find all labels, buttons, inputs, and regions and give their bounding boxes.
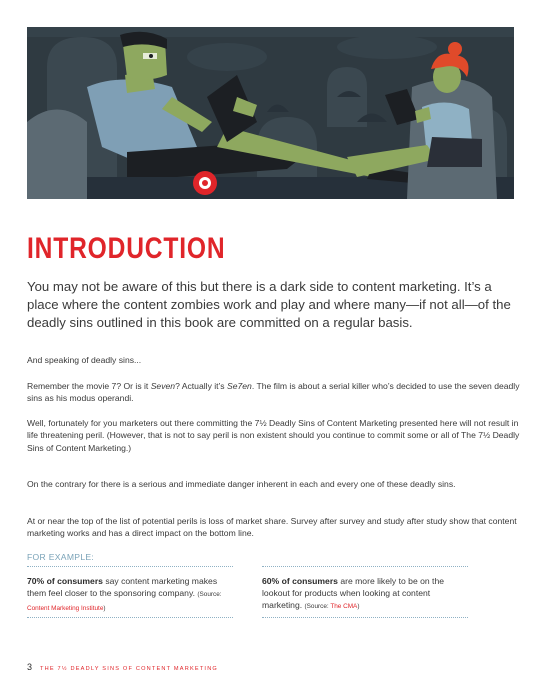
body-paragraph-5: At or near the top of the list of potential perils is loss of market share. Survey after survey and study after study show that content marketing works and has a direct impact on the bottom line. — [27, 516, 517, 539]
stat-1-source-link[interactable]: Content Marketing Institute — [27, 605, 104, 613]
body-paragraph-4: On the contrary for there is a serious and immediate danger inherent in each and every one of these deadly sins. — [27, 479, 456, 489]
divider-right-top — [262, 566, 468, 567]
page-footer — [27, 662, 218, 672]
para2-text-a: Remember the movie 7? Or is it — [27, 381, 151, 391]
para2-text-b: ? Actually it’s — [175, 381, 227, 391]
stat-2-source-suffix: ) — [357, 603, 360, 611]
divider-right-bottom — [262, 617, 468, 618]
intro-lead-paragraph: You may not be aware of this but there is a dark side to content marketing. It’s a place where the content zombies work and play and where many—if not all—of the deadly sins outlined in this book are committed on a regular basis. — [27, 279, 511, 330]
stat-2-highlight: 60% of consumers — [262, 576, 338, 586]
divider-left-bottom — [27, 617, 233, 618]
zombies-illustration — [27, 27, 514, 199]
divider-left-top — [27, 566, 233, 567]
body-paragraph-3: Well, fortunately for you marketers out there committing the 7½ Deadly Sins of Content Marketing presented here will not result in life threatening peril. (However, that is not to say peril is non existent should you continue to commit some or all of The 7½ Deadly Sins of Content Marketing.) — [27, 418, 520, 453]
page-number: 3 — [27, 662, 33, 672]
para2-emphasis-seven: Seven — [150, 381, 176, 391]
stat-1-text: say content marketing makes them feel closer to the sponsoring company. — [27, 576, 218, 599]
stat-1-source-suffix: ) — [103, 605, 106, 613]
para2-emphasis-se7en: Se7en — [226, 381, 252, 391]
stat-1-highlight: 70% of consumers — [27, 576, 103, 586]
page-title: INTRODUCTION — [27, 232, 226, 265]
for-example-label: FOR EXAMPLE: — [27, 552, 95, 562]
body-paragraph-2 — [27, 380, 527, 405]
hero-illustration — [27, 27, 514, 199]
stat-1-source-prefix: (Source: — [197, 591, 222, 599]
stat-2-source-prefix: (Source: — [304, 603, 331, 611]
para2-text-c: . The film is about a serial killer who’s decided to use the seven deadly sins as his modus operandi. — [27, 381, 520, 404]
footer-book-title: THE 7½ DEADLY SINS OF CONTENT MARKETING — [40, 666, 218, 672]
stat-block-2 — [262, 575, 472, 614]
body-paragraph-1: And speaking of deadly sins... — [27, 355, 142, 365]
stat-block-1 — [27, 575, 237, 616]
stat-2-source-link[interactable]: The CMA — [330, 603, 358, 611]
stat-2-text: are more likely to be on the lookout for products when looking at content marketing. — [262, 576, 444, 611]
